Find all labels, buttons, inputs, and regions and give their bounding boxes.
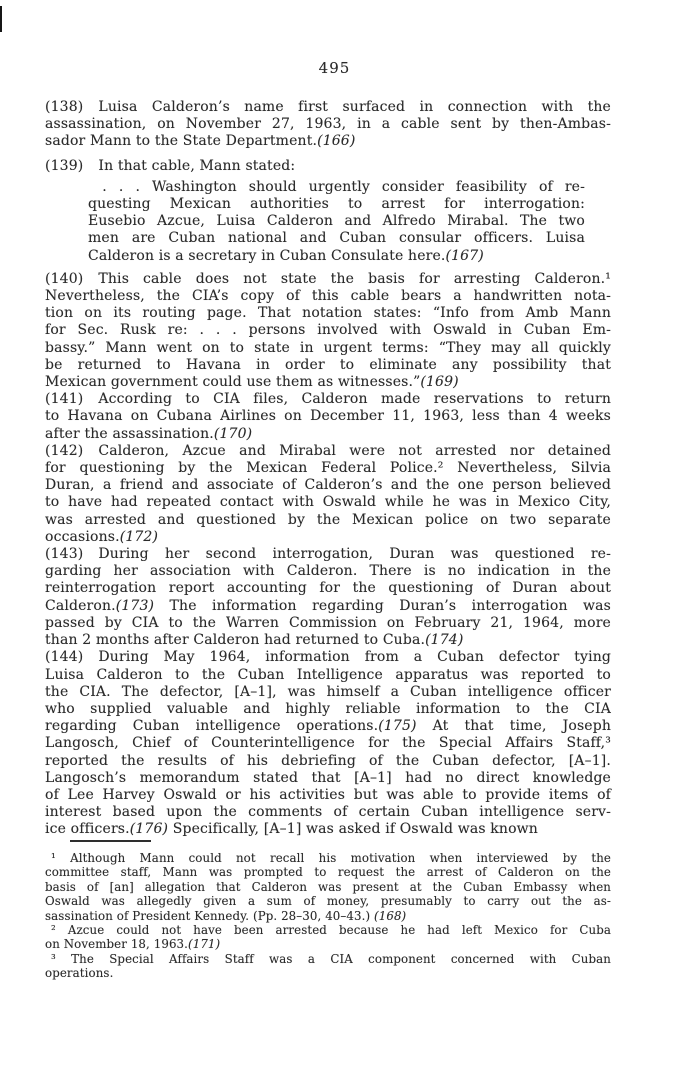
footnote-divider: [70, 840, 151, 842]
text-line: was arrested and questioned by the Mexican police on two separate: [45, 511, 611, 528]
text-line: committee staff, Mann was prompted to request the arrest of Calderon on the: [45, 865, 611, 880]
paragraph-number: (140): [45, 270, 84, 287]
text-line: bassy.” Mann went on to state in urgent terms: “They may all quickly: [45, 339, 611, 356]
text-line: of Lee Harvey Oswald or his activities but was able to provide items of: [45, 786, 611, 803]
text-line: operations.: [45, 966, 114, 981]
text-line: passed by CIA to the Warren Commission on February 21, 1964, more: [45, 614, 611, 631]
text-line: (144) During May 1964, information from a Cuban defector tying: [45, 649, 611, 666]
paragraph-143: [45, 546, 611, 649]
text-line: garding her association with Calderon. There is no indication in the: [45, 563, 611, 580]
text-line: on November 18, 1963.(171): [45, 937, 221, 952]
text-line: (141) According to CIA files, Calderon made reservations to return: [45, 391, 611, 408]
text-line: be returned to Havana in order to eliminate any possibility that: [45, 356, 611, 373]
text-line: assassination, on November 27, 1963, in a cable sent by then-Ambas-: [45, 116, 611, 133]
paragraph-number: (144): [45, 649, 84, 666]
paragraph-140: [45, 271, 611, 391]
footnotes: [45, 851, 611, 981]
citation-number: (175): [378, 718, 417, 735]
text-line: who supplied valuable and highly reliable information to the CIA: [45, 700, 611, 717]
text-line: tion on its routing page. That notation states: “Info from Amb Mann: [45, 305, 611, 322]
text-line: ¹ Although Mann could not recall his motivation when interviewed by the: [45, 851, 611, 865]
body-text: [45, 99, 611, 839]
text-line: men are Cuban national and Cuban consular officers. Luisa: [88, 230, 585, 247]
paragraph-number: (139): [45, 157, 84, 174]
text-line: reinterrogation report accounting for the questioning of Duran about: [45, 580, 611, 597]
text-line: Luisa Calderon to the Cuban Intelligence apparatus was reported to: [45, 666, 611, 683]
text-line: Langosch, Chief of Counterintelligence for the Special Affairs Staff,³: [45, 735, 611, 752]
text-line: ice officers.(176) Specifically, [A–1] was asked if Oswald was known: [45, 821, 538, 838]
text-line: occasions.(172): [45, 528, 159, 545]
citation-number: (176): [129, 821, 169, 838]
paragraph-number: (142): [45, 442, 84, 459]
text-line: sador Mann to the State Department.(166): [45, 133, 356, 150]
citation-number: (167): [445, 247, 484, 264]
citation-number: (168): [374, 908, 407, 923]
text-line: Duran, a friend and associate of Calderon’s and the one person believed: [45, 477, 611, 494]
paragraph-142: [45, 443, 611, 546]
text-line: after the assassination.(170): [45, 425, 253, 442]
text-line: Calderon.(173) The information regarding Duran’s interrogation was: [45, 597, 611, 614]
text-line: questing Mexican authorities to arrest for interrogation:: [88, 196, 585, 213]
paragraph-number: (143): [45, 546, 84, 563]
text-line: to Havana on Cubana Airlines on December 11, 1963, less than 4 weeks: [45, 408, 611, 425]
text-line: Calderon is a secretary in Cuban Consulate here.(167): [88, 247, 484, 264]
text-line: for questioning by the Mexican Federal Police.² Nevertheless, Silvia: [45, 460, 611, 477]
page-number: 495: [318, 59, 351, 77]
text-line: (142) Calderon, Azcue and Mirabal were not arrested nor detained: [45, 442, 611, 459]
text-line: to have had repeated contact with Oswald while he was in Mexico City,: [45, 494, 611, 511]
text-line: regarding Cuban intelligence operations.(175) At that time, Joseph: [45, 718, 611, 735]
text-line: Mexican government could use them as witnesses.”(169): [45, 374, 459, 391]
citation-number: (170): [213, 425, 253, 442]
scan-edge-artifact: [0, 6, 2, 32]
text-line: (140) This cable does not state the basis for arresting Calderon.¹: [45, 270, 611, 287]
block-quote: [88, 179, 585, 265]
text-line: Oswald was allegedly given a sum of money, presumably to carry out the as-: [45, 894, 611, 909]
text-line: than 2 months after Calderon had returned to Cuba.(174): [45, 632, 464, 649]
text-line: ² Azcue could not have been arrested because he had left Mexico for Cuba: [45, 923, 611, 938]
text-line: Eusebio Azcue, Luisa Calderon and Alfredo Mirabal. The two: [88, 213, 585, 230]
citation-number: (172): [119, 528, 159, 545]
paragraph-number: (141): [45, 391, 84, 408]
text-line: for Sec. Rusk re: . . . persons involved with Oswald in Cuban Em-: [45, 322, 611, 339]
text-line: the CIA. The defector, [A–1], was himself a Cuban intelligence officer: [45, 683, 611, 700]
text-line: reported the results of his debriefing of the Cuban defector, [A–1].: [45, 752, 611, 769]
text-line: sassination of President Kennedy. (Pp. 28–30, 40–43.) (168): [45, 908, 407, 923]
text-line: (143) During her second interrogation, Duran was questioned re-: [45, 546, 611, 563]
text-line: ³ The Special Affairs Staff was a CIA component concerned with Cuban: [45, 951, 611, 966]
text-line: (139) In that cable, Mann stated:: [45, 157, 296, 174]
citation-number: (173): [115, 597, 155, 614]
citation-number: (174): [425, 632, 464, 649]
text-line: (138) Luisa Calderon’s name first surfaced in connection with the: [45, 99, 611, 115]
text-line: Nevertheless, the CIA’s copy of this cable bears a handwritten nota-: [45, 288, 611, 305]
text-line: . . . Washington should urgently consider feasibility of re-: [88, 178, 585, 195]
text-line: basis of [an] allegation that Calderon was present at the Cuban Embassy when: [45, 879, 611, 894]
footnote-3: [45, 952, 611, 981]
footnote-1: [45, 851, 611, 923]
text-line: interest based upon the comments of certain Cuban intelligence serv-: [45, 804, 611, 821]
text-line: Langosch’s memorandum stated that [A–1] had no direct knowledge: [45, 769, 611, 786]
paragraph-141: [45, 391, 611, 443]
footnote-2: [45, 923, 611, 952]
paragraph-139: [45, 158, 611, 175]
paragraph-number: (138): [45, 99, 84, 115]
citation-number: (171): [188, 937, 221, 952]
paragraph-138: [45, 99, 611, 151]
paragraph-144: [45, 649, 611, 838]
citation-number: (166): [317, 133, 356, 150]
citation-number: (169): [420, 374, 459, 391]
